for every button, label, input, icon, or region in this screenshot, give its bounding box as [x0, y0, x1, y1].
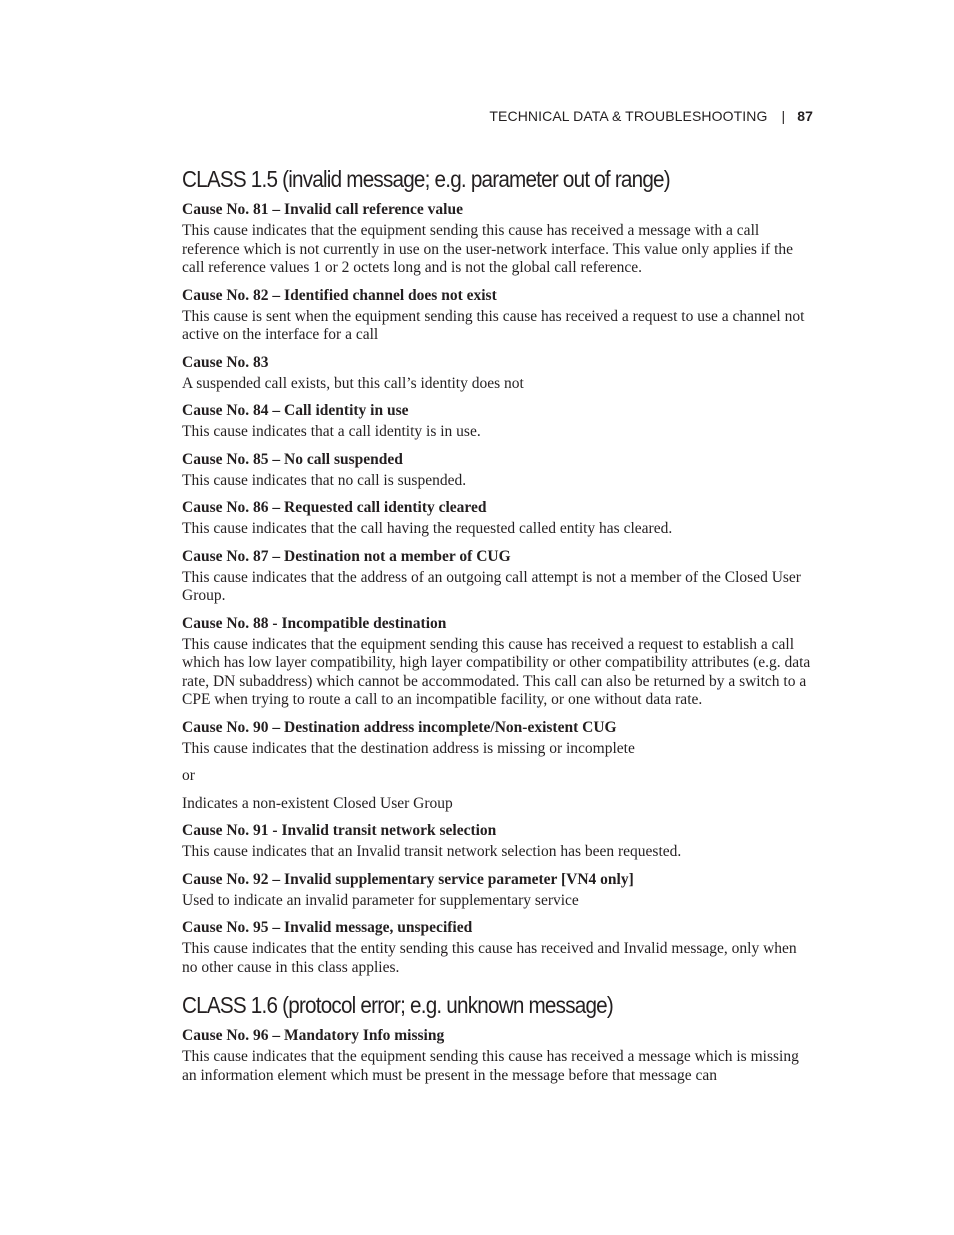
- cause-title: Cause No. 90 – Destination address incomplete/Non-existent CUG: [182, 718, 617, 736]
- cause-title: Cause No. 83: [182, 353, 269, 371]
- cause-description: This cause indicates that the equipment sending this cause has received a message which is missing an information element which must be present in the message before that message can: [182, 1048, 799, 1084]
- cause-title: Cause No. 87 – Destination not a member of CUG: [182, 547, 511, 565]
- cause-entry: [182, 718, 816, 814]
- cause-description: Indicates a non-existent Closed User Group: [182, 794, 453, 812]
- running-header: [182, 108, 813, 124]
- cause-entry: [182, 614, 816, 710]
- cause-title: Cause No. 85 – No call suspended: [182, 450, 403, 468]
- cause-description: A suspended call exists, but this call’s identity does not: [182, 374, 524, 392]
- cause-entry: [182, 401, 816, 442]
- cause-description: This cause is sent when the equipment sending this cause has received a request to use a channel not active on the interface for a call: [182, 307, 805, 343]
- header-section-title: TECHNICAL DATA & TROUBLESHOOTING: [489, 108, 768, 124]
- cause-entry: [182, 870, 816, 911]
- cause-description: This cause indicates that no call is suspended.: [182, 471, 467, 489]
- page-number: 87: [797, 108, 813, 124]
- cause-entry: [182, 918, 816, 977]
- cause-description: or: [182, 767, 195, 784]
- cause-description: This cause indicates that a call identity is in use.: [182, 423, 481, 440]
- cause-title: Cause No. 91 - Invalid transit network selection: [182, 822, 497, 839]
- cause-title: Cause No. 92 – Invalid supplementary service parameter [VN4 only]: [182, 870, 634, 888]
- page-content: [182, 163, 816, 1093]
- cause-title: Cause No. 96 – Mandatory Info missing: [182, 1027, 445, 1044]
- cause-title: Cause No. 95 – Invalid message, unspecified: [182, 919, 473, 936]
- cause-entry: [182, 450, 816, 491]
- section-heading: CLASS 1.5 (invalid message; e.g. parameter out of range): [182, 166, 670, 192]
- cause-description: This cause indicates that the call having the requested called entity has cleared.: [182, 520, 673, 537]
- section-heading: CLASS 1.6 (protocol error; e.g. unknown message): [182, 992, 613, 1018]
- cause-title: Cause No. 81 – Invalid call reference value: [182, 201, 463, 218]
- cause-description: This cause indicates that the destination address is missing or incomplete: [182, 739, 635, 757]
- cause-entry: [182, 1026, 816, 1085]
- cause-description: This cause indicates that the entity sending this cause has received and Invalid message, only when no other cause in this class applies.: [182, 940, 797, 976]
- cause-entry: [182, 821, 816, 862]
- cause-title: Cause No. 84 – Call identity in use: [182, 402, 409, 419]
- cause-description: Used to indicate an invalid parameter for supplementary service: [182, 891, 579, 909]
- header-separator: |: [781, 108, 786, 124]
- cause-entry: [182, 547, 816, 606]
- cause-title: Cause No. 82 – Identified channel does not exist: [182, 286, 497, 304]
- cause-title: Cause No. 88 - Incompatible destination: [182, 614, 447, 632]
- cause-entry: [182, 498, 816, 539]
- cause-title: Cause No. 86 – Requested call identity cleared: [182, 499, 487, 516]
- cause-description: This cause indicates that the address of an outgoing call attempt is not a member of the Closed User Group.: [182, 568, 801, 604]
- cause-description: This cause indicates that an Invalid transit network selection has been requested.: [182, 843, 682, 860]
- cause-entry: [182, 286, 816, 345]
- cause-description: This cause indicates that the equipment sending this cause has received a message with a call reference which is not currently in use on the user-network interface. This value only applies if the call reference values 1 or 2 octets long and is not the global call reference.: [182, 222, 794, 276]
- cause-entry: [182, 200, 816, 278]
- cause-entry: [182, 353, 816, 394]
- cause-description: This cause indicates that the equipment sending this cause has received a request to establish a call which has low layer compatibility, high layer compatibility or other compatibility attributes (e.g. data rate, DN subaddress) which cannot be accommodated. This call can also be returned by a switch to a CPE when trying to route a call to an incompatible facility, or one without data rate.: [182, 635, 811, 708]
